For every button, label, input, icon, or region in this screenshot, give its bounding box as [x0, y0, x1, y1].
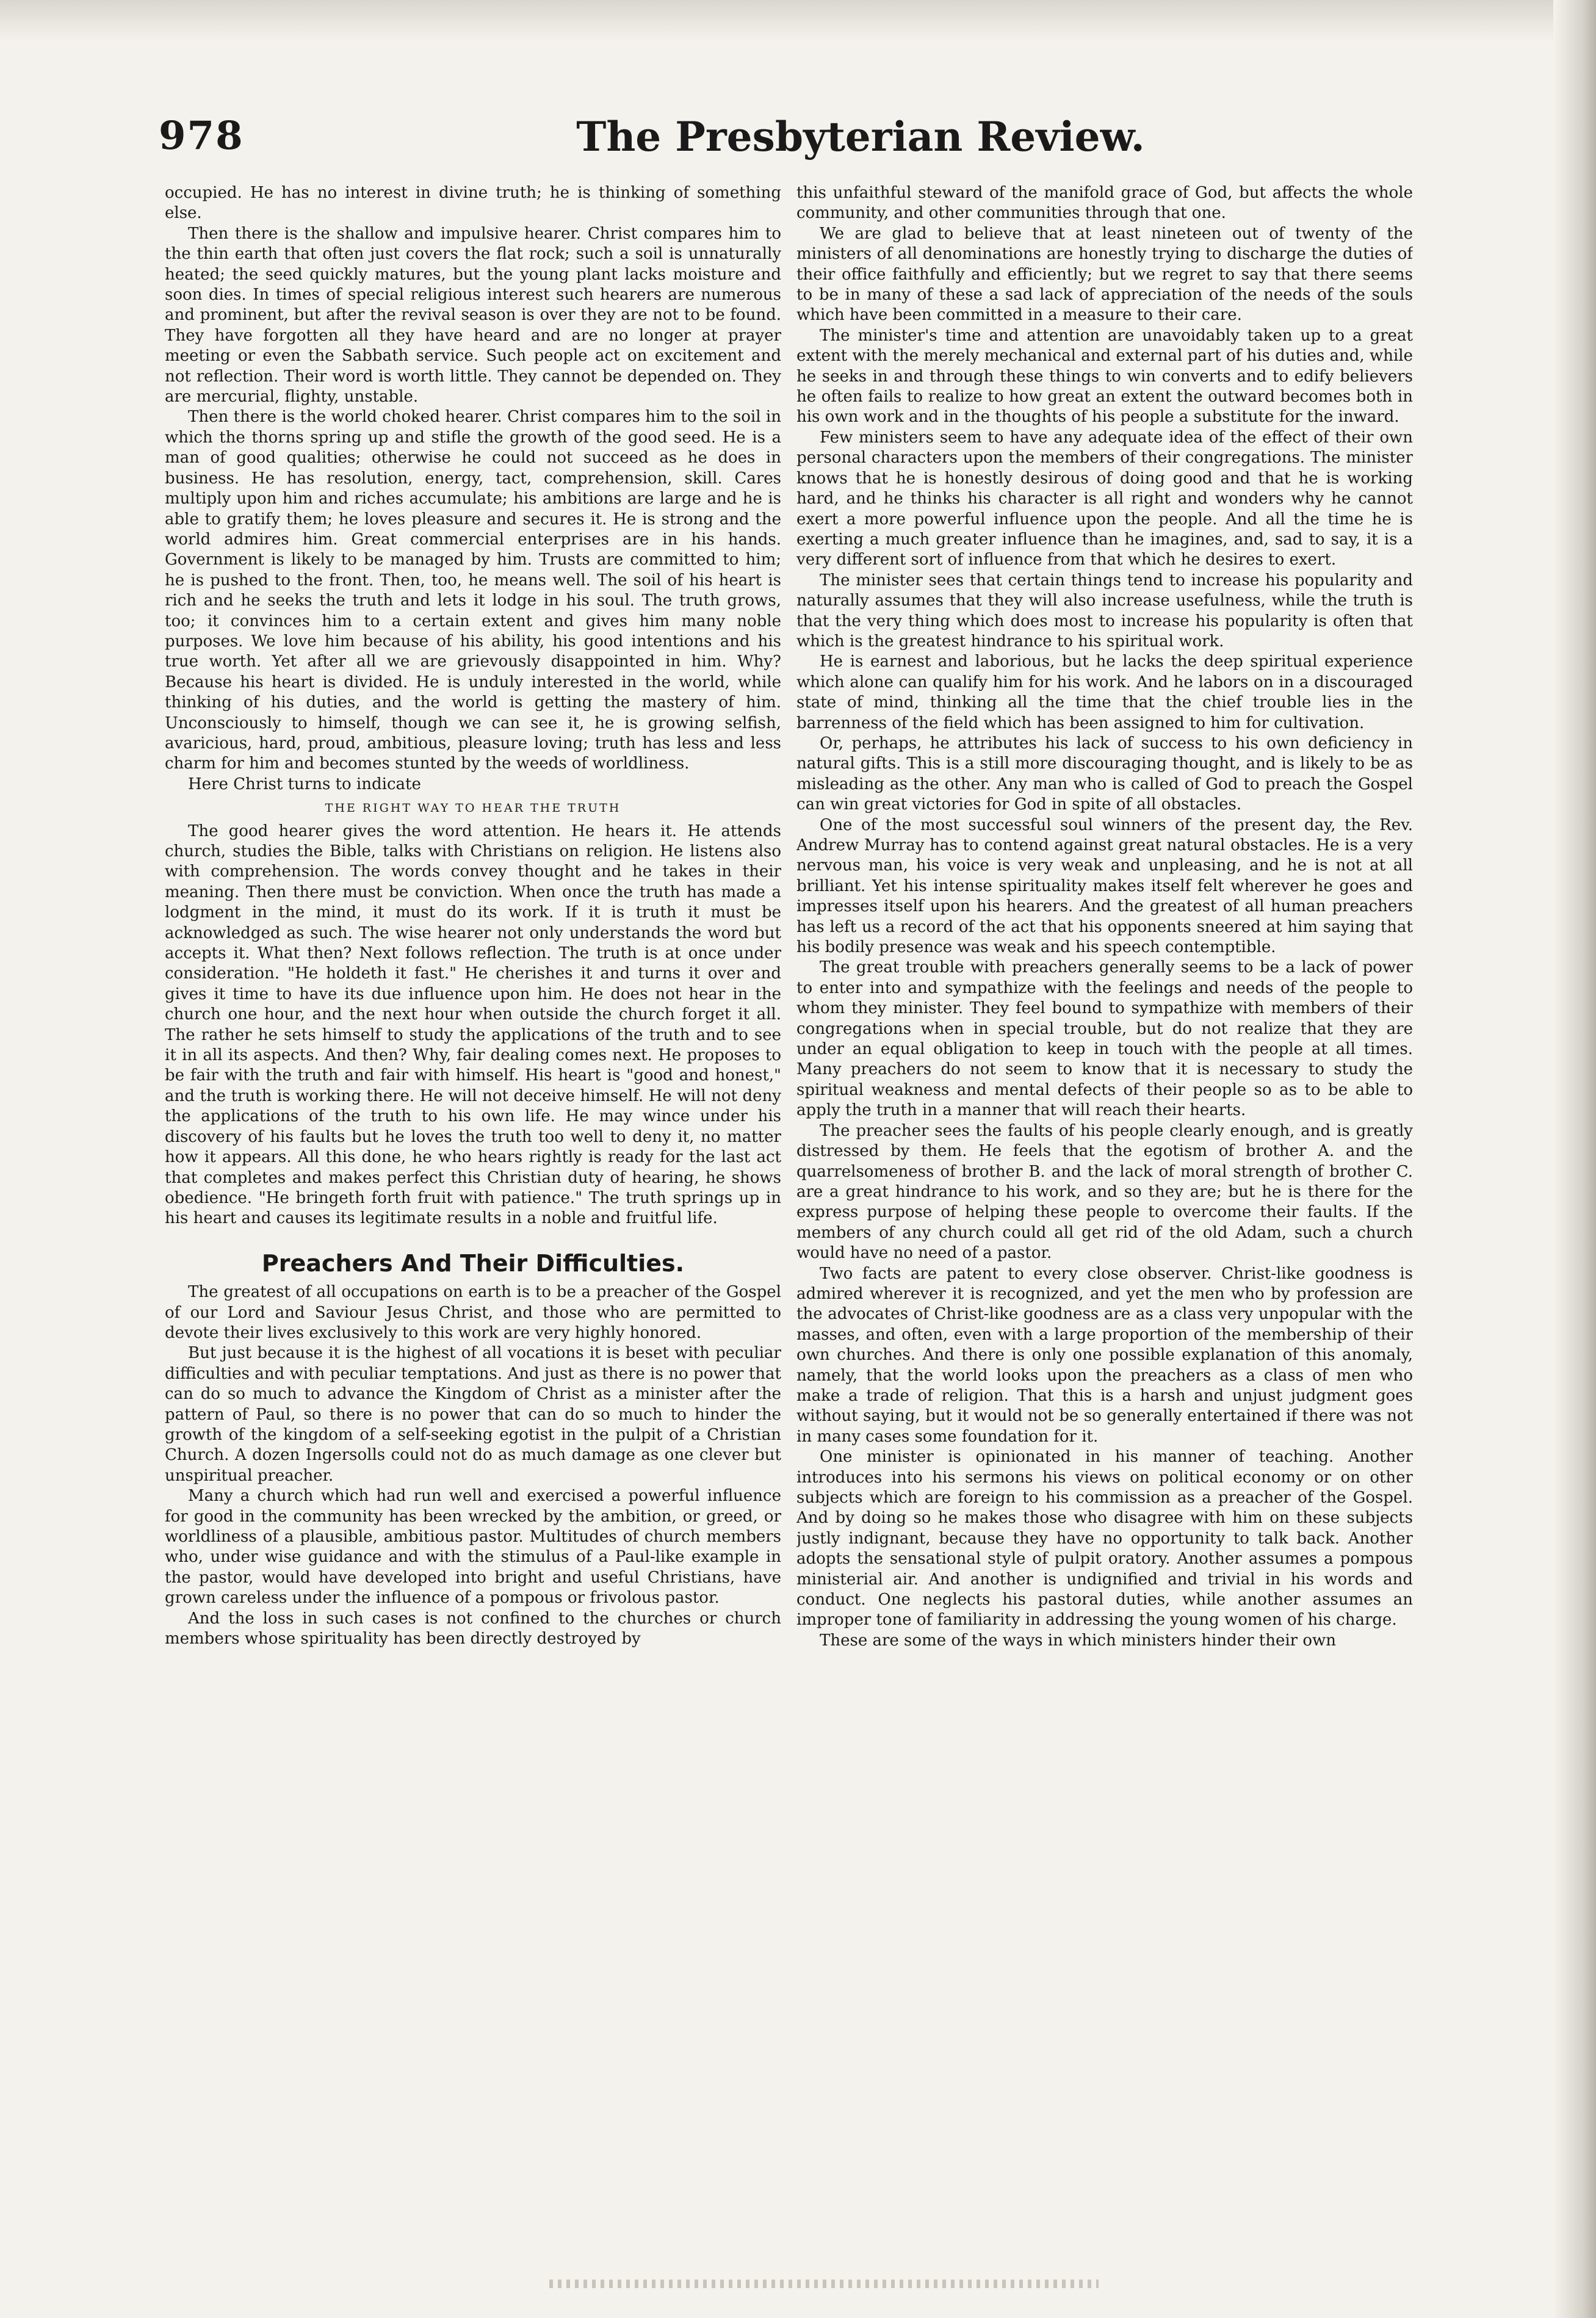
paragraph: He is earnest and laborious, but he lacks the deep spiritual experience which alone can qualify him for his work. And he labors on in a discouraged state of mind, thinking all the time that the chief trouble lies in the barrenness of the field which has been assigned to him for cultivation. — [796, 652, 1413, 732]
paragraph: And the loss in such cases is not confined to the churches or church members whose spirituality has been directly destroyed by — [165, 1609, 781, 1648]
paragraph: this unfaithful steward of the manifold grace of God, but affects the whole community, and other communities through that one. — [796, 184, 1413, 223]
paragraph: Few ministers seem to have any adequate idea of the effect of their own personal characters upon the members of their congregations. The minister knows that he is honestly desirous of doing good and that he is working hard, and he thinks his character is all right and wonders why he cannot exert a more powerful influence upon the people. And all the time he is exerting a much greater influence than he imagines, and, sad to say, it is a very different sort of influence from that which he desires to exert. — [796, 428, 1413, 569]
paragraph: Two facts are patent to every close observer. Christ-like goodness is admired wherever it is recognized, and yet the men who by profession are the advocates of Christ-like goodness are as a class very unpopular with the masses, and often, even with a large proportion of the membership of their own churches. And there is only one possible explanation of this anomaly, namely, that the world looks upon the preachers as a class of men who make a trade of religion. That this is a harsh and unjust judgment goes without saying, but it would not be so generally entertained if there was not in many cases some foundation for it. — [796, 1264, 1413, 1446]
scan-shadow-right — [1553, 0, 1596, 2318]
paragraph: The preacher sees the faults of his people clearly enough, and is greatly distressed by them. He feels that the egotism of brother A. and the quarrelsomeness of brother B. and the lack of moral strength of brother C. are a great hindrance to his work, and so they are; but he is there for the express purpose of helping these people to overcome their faults. If the members of any church could all get rid of the old Adam, such a church would have no need of a pastor. — [796, 1121, 1413, 1263]
paragraph: The greatest of all occupations on earth is to be a preacher of the Gospel of our Lord and Saviour Jesus Christ, and those who are permitted to devote their lives exclusively to this work are very highly honored. — [165, 1283, 781, 1342]
article-title: Preachers And Their Difficulties. — [261, 1249, 685, 1277]
paragraph: One of the most successful soul winners of the present day, the Rev. Andrew Murray has to contend against great natural obstacles. He is a very nervous man, his voice is very weak and unpleasing, and he is not at all brilliant. Yet his intense spirituality makes itself felt wherever he goes and impresses itself upon his hearers. And the greatest of all human preachers has left us a record of the act that his opponents sneered at him saying that his bodily presence was weak and his speech contemptible. — [796, 815, 1413, 957]
page-header — [159, 113, 1495, 168]
paragraph: Many a church which had run well and exercised a powerful influence for good in the community has been wrecked by the ambition, or greed, or worldliness of a plausible, ambitious pastor. Multitudes of church members who, under wise guidance and with the stimulus of a Paul-like example in the pastor, would have developed into bright and useful Christians, have grown careless under the influence of a pompous or frivolous pastor. — [165, 1487, 781, 1608]
paragraph: Then there is the world choked hearer. Christ compares him to the soil in which the thorns spring up and stifle the growth of the good seed. He is a man of good qualities; otherwise he could not succeed as he does in business. He has resolution, energy, tact, comprehension, skill. Cares multiply upon him and riches accumulate; his ambitions are large and he is able to gratify them; he loves pleasure and secures it. He is strong and the world admires him. Great commercial enterprises are in his hands. Government is likely to be managed by him. Trusts are committed to him; he is pushed to the front. Then, too, he means well. The soil of his heart is rich and he seeks the truth and lets it lodge in his soul. The truth grows, too; it convinces him to a certain extent and gives him many noble purposes. We love him because of his ability, his good intentions and his true worth. Yet after all we are grievously disappointed in him. Why? Because his heart is divided. He is unduly interested in the world, while thinking of his duties, and the world is getting the mastery of him. Unconsciously to himself, though we can see it, he is growing selfish, avaricious, hard, proud, ambitious, pleasure loving; truth has less and less charm for him and becomes stunted by the weeds of worldliness. — [165, 408, 781, 773]
paragraph: The minister's time and attention are unavoidably taken up to a great extent with the merely mechanical and external part of his duties and, while he seeks in and through these things to win converts and to edify believers he often fails to realize to how great an extent the outward becomes both in his own work and in the thoughts of his people a substitute for the inward. — [796, 326, 1413, 427]
paragraph: We are glad to believe that at least nineteen out of twenty of the ministers of all denominations are honestly trying to discharge the duties of their office faithfully and efficiently; but we regret to say that there seems to be in many of these a sad lack of appreciation of the needs of the souls which have been committed in a measure to their care. — [796, 224, 1413, 325]
paragraph: Here Christ turns to indicate — [188, 774, 421, 793]
page-number: 978 — [159, 113, 244, 159]
paragraph: But just because it is the highest of all vocations it is beset with peculiar difficulties and with peculiar temptations. And just as there is no power that can do so much to advance the Kingdom of Christ as a minister after the pattern of Paul, so there is no power that can do so much to hinder the growth of the kingdom of a self-seeking egotist in the pulpit of a Christian Church. A dozen Ingersolls could not do as much damage as one clever but unspiritual preacher. — [165, 1344, 781, 1485]
paragraph: occupied. He has no interest in divine truth; he is thinking of something else. — [165, 184, 781, 223]
paragraph: The good hearer gives the word attention. He hears it. He attends church, studies the Bible, talks with Christians on religion. He listens also with comprehension. The words convey thought and he takes in their meaning. Then there must be conviction. When once the truth has made a lodgment in the mind, it must do its work. If it is truth it must be acknowledged as such. The wise hearer not only understands the word but accepts it. What then? Next follows reflection. The truth is at once under consideration. "He holdeth it fast." He cherishes it and turns it over and gives it time to have its due influence upon him. He does not hear in the church one hour, and the next hour when outside the church forget it all. The rather he sets himself to study the applications of the truth and to see it in all its aspects. And then? Why, fair dealing comes next. He proposes to be fair with the truth and fair with himself. His heart is "good and honest," and the truth is working there. He will not deceive himself. He will not deny the applications of the truth to his own life. He may wince under his discovery of his faults but he loves the truth too well to deny it, no matter how it appears. All this done, he who hears rightly is ready for the last act that completes and makes perfect this Christian duty of hearing, he shows obedience. "He bringeth forth fruit with patience." The truth springs up in his heart and causes its legitimate results in a noble and fruitful life. — [165, 821, 781, 1228]
paragraph: These are some of the ways in which ministers hinder their own — [820, 1631, 1337, 1650]
running-title: The Presbyterian Review. — [576, 113, 1145, 161]
paragraph: The great trouble with preachers generally seems to be a lack of power to enter into and sympathize with the feelings and needs of the people to whom they minister. They feel bound to sympathize with members of their congregations when in special trouble, but do not realize that they are under an equal obligation to keep in touch with the people at all times. Many preachers do not seem to know that it is necessary to study the spiritual weakness and mental defects of their people so as to be able to apply the truth in a manner that will reach their hearts. — [796, 958, 1413, 1120]
section-subheading: THE RIGHT WAY TO HEAR THE TRUTH — [325, 801, 621, 815]
paragraph: One minister is opinionated in his manner of teaching. Another introduces into his sermons his views on political economy or on other subjects which are foreign to his commission as a preacher of the Gospel. And by doing so he makes those who disagree with him on these subjects justly indignant, because they have no opportunity to talk back. Another adopts the sensational style of pulpit oratory. Another assumes a pompous ministerial air. And another is undignified and trivial in his words and conduct. One neglects his pastoral duties, while another assumes an improper tone of familiarity in addressing the young women of his charge. — [796, 1448, 1413, 1630]
paragraph: Or, perhaps, he attributes his lack of success to his own deficiency in natural gifts. This is a still more discouraging thought, and is likely to be as misleading as the other. Any man who is called of God to preach the Gospel can win great victories for God in spite of all obstacles. — [796, 734, 1413, 814]
scan-artifact-bottom — [549, 2280, 1099, 2288]
paragraph: The minister sees that certain things tend to increase his popularity and naturally assumes that they will also increase usefulness, while the truth is that the very thing which does most to increase his popularity is often that which is the greatest hindrance to his spiritual work. — [796, 571, 1413, 651]
left-column — [165, 183, 781, 2270]
right-column — [796, 183, 1413, 2270]
paragraph: Then there is the shallow and impulsive hearer. Christ compares him to the thin earth that often just covers the flat rock; such a soil is unnaturally heated; the seed quickly matures, but the young plant lacks moisture and soon dies. In times of special religious interest such hearers are numerous and prominent, but after the revival season is over they are not to be found. They have forgotten all they have heard and are no longer at prayer meeting or even the Sabbath service. Such people act on excitement and not reflection. Their word is worth little. They cannot be depended on. They are mercurial, flighty, unstable. — [165, 224, 781, 406]
scan-shadow-top — [0, 0, 1596, 43]
